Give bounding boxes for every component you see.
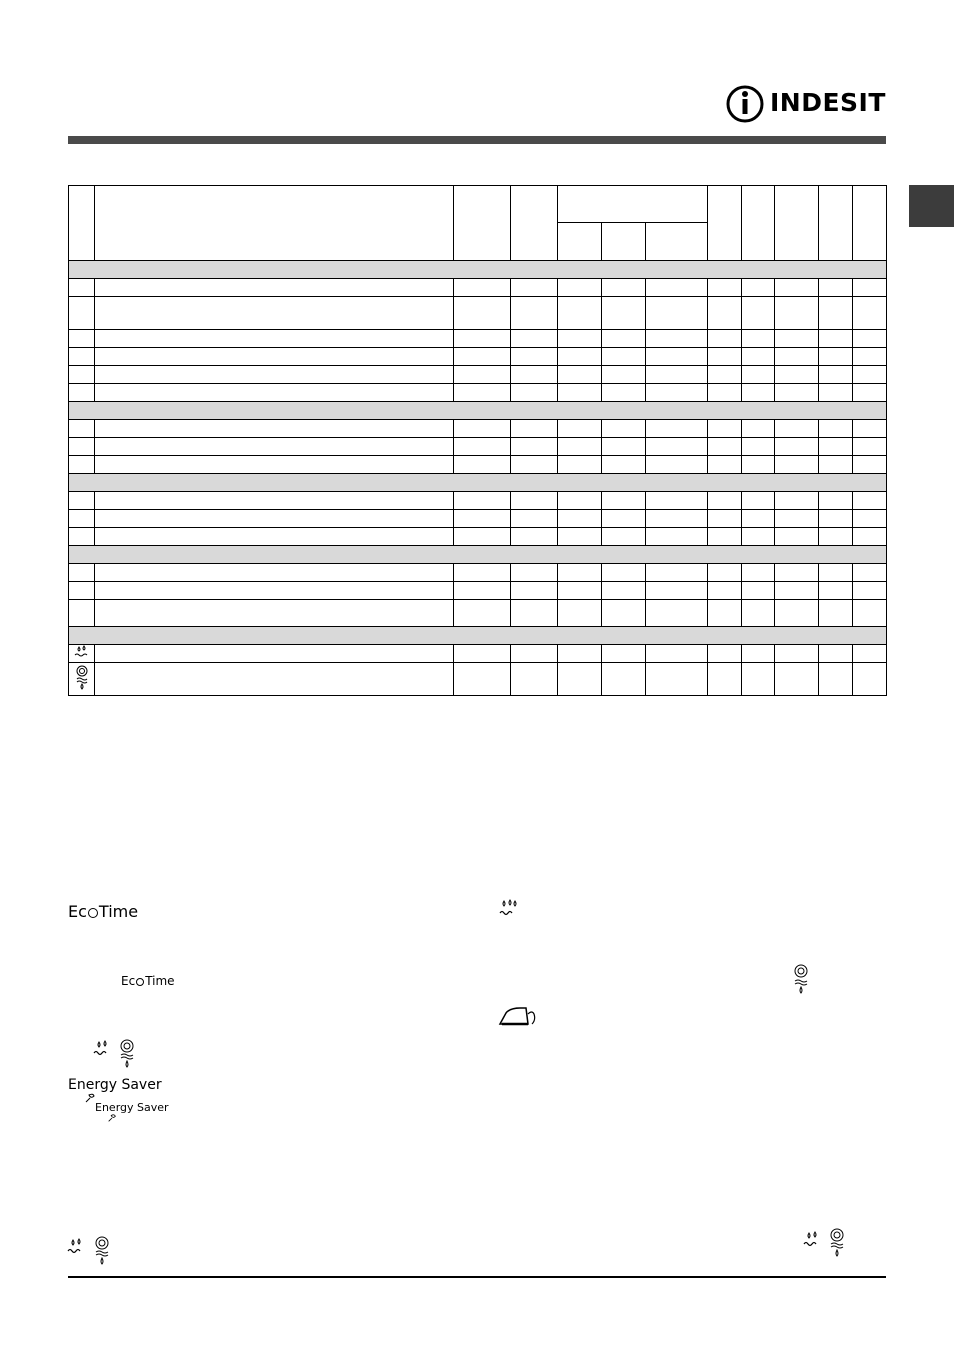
iron-icon (498, 1004, 538, 1028)
section-row (69, 474, 887, 492)
brand-logo (726, 84, 888, 124)
ecotime-clock-icon (88, 908, 98, 918)
header-cell (454, 186, 510, 261)
stain-drops-wave-icon (66, 1238, 86, 1256)
section-row (69, 402, 887, 420)
stain-row-icon-cell (69, 663, 95, 696)
header-cell (557, 223, 601, 261)
drop-spiral-icon (827, 1228, 847, 1258)
table-row (69, 348, 887, 366)
table-row (69, 582, 887, 600)
brand-name: INDESIT (770, 88, 886, 117)
table-row (69, 438, 887, 456)
header-rule (68, 136, 886, 144)
energy-saver-text: Energy Saver (95, 1101, 169, 1114)
table-row (69, 510, 887, 528)
table-row (69, 663, 887, 696)
header-cell (645, 223, 707, 261)
section-row (69, 546, 887, 564)
drop-spiral-icon (74, 665, 90, 691)
table-row (69, 366, 887, 384)
header-cell (601, 223, 645, 261)
ecotime-label (68, 904, 138, 920)
plug-leaf-icon (107, 1113, 117, 1123)
energy-saver-label (68, 1078, 162, 1092)
table-row (69, 384, 887, 402)
table-row (69, 330, 887, 348)
energy-saver-text: Energy Saver (68, 1077, 162, 1093)
drop-spiral-icon (92, 1236, 112, 1266)
table-row (69, 456, 887, 474)
table-row (69, 645, 887, 663)
header-cell (707, 186, 741, 261)
programme-table (68, 185, 887, 696)
table-header-row (69, 186, 887, 223)
ecotime-clock-icon (136, 978, 144, 986)
stain-drops-wave-icon (498, 898, 520, 918)
header-cell (852, 186, 886, 261)
ecotime-time-text: Time (145, 974, 175, 988)
section-row (69, 261, 887, 279)
header-cell (557, 186, 707, 223)
footer-rule (68, 1276, 886, 1278)
crease-row-icon-cell (69, 645, 95, 663)
ecotime-eco-text: Ec (68, 902, 87, 921)
ecotime-time-text: Time (98, 902, 139, 921)
table-row (69, 297, 887, 330)
header-cell (510, 186, 557, 261)
table-row (69, 564, 887, 582)
table-row (69, 600, 887, 627)
table-row (69, 279, 887, 297)
section-row (69, 627, 887, 645)
drop-spiral-icon (117, 1039, 137, 1069)
table-row (69, 492, 887, 510)
energy-saver-label-small (95, 1102, 169, 1113)
stain-drops-wave-icon (73, 645, 91, 659)
stain-drops-wave-icon (802, 1231, 822, 1249)
indesit-logo-icon (726, 84, 766, 124)
header-cell (741, 186, 774, 261)
header-cell (818, 186, 852, 261)
header-cell (95, 186, 454, 261)
ecotime-label-small (121, 975, 175, 987)
drop-spiral-icon (791, 964, 811, 996)
table-row (69, 528, 887, 546)
stain-drops-wave-icon (92, 1040, 112, 1058)
language-tab (909, 185, 954, 227)
header-cell (69, 186, 95, 261)
ecotime-eco-text: Ec (121, 974, 136, 988)
header-cell (774, 186, 818, 261)
table-row (69, 420, 887, 438)
